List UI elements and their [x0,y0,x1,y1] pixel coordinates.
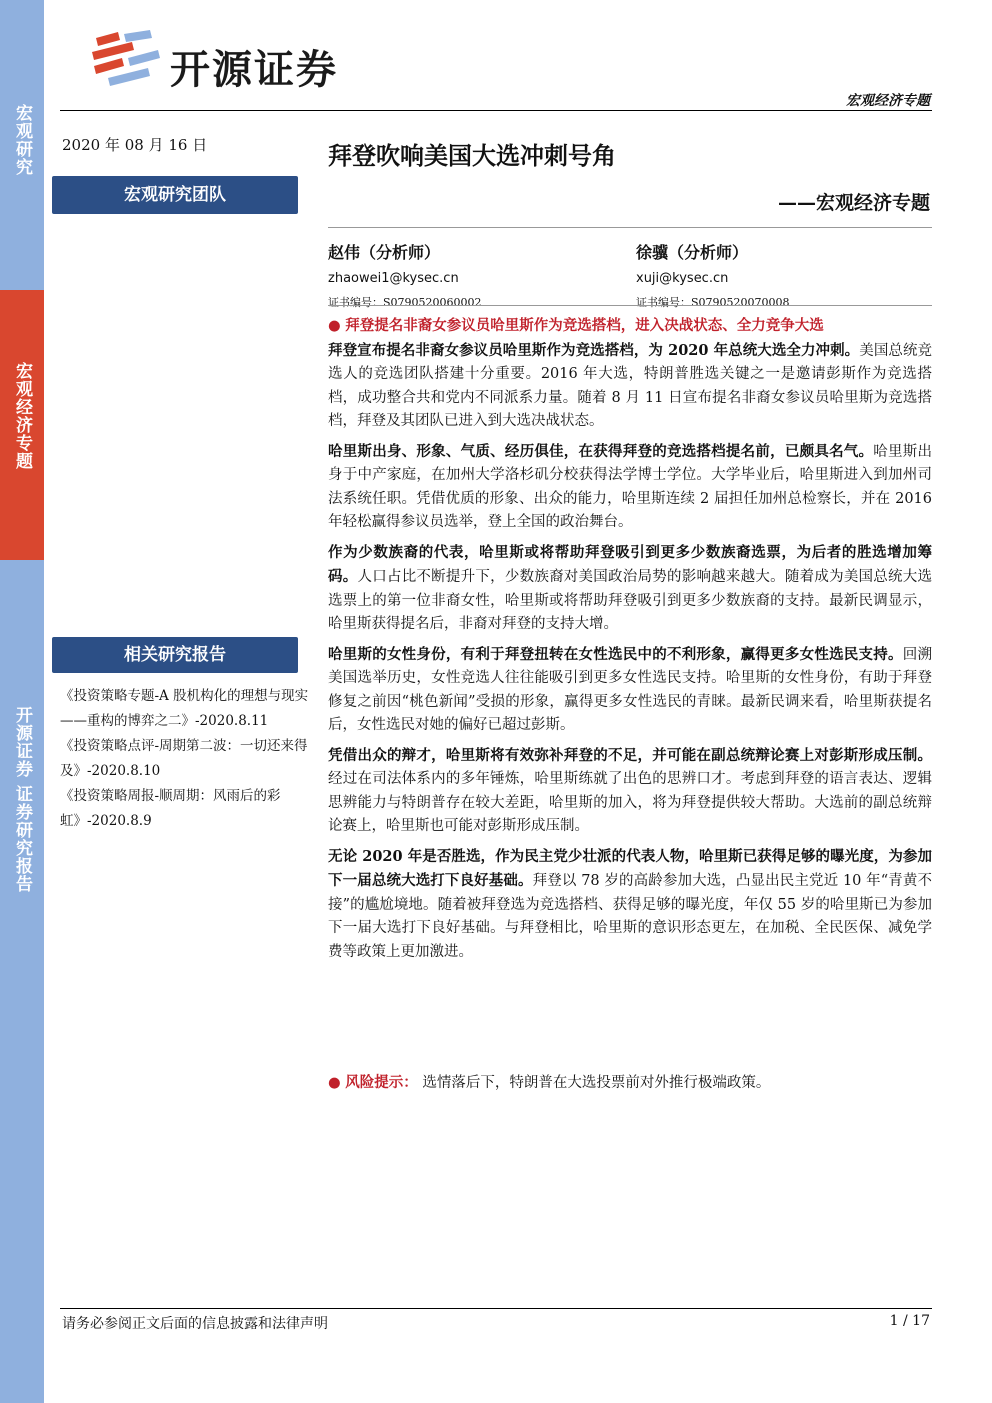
page-number: 1 / 17 [889,1313,930,1329]
analyst-card [636,240,790,310]
analyst-cert: 证书编号：S0790520070008 [636,296,790,309]
header-category: 宏观经济专题 [846,93,930,109]
analyst-email[interactable]: zhaowei1@kysec.cn [328,271,459,286]
paragraph-text: 人口占比不断提升下，少数族裔对美国政治局势的影响越来越大。随着成为美国总统大选选票上的第一位非裔女性，哈里斯或将帮助拜登吸引到更多少数族裔的支持。最新民调显示，哈里斯获得提名后，非裔对拜登的支持大增。 [328,569,933,632]
logo-text: 开源证券 [170,47,338,93]
summary-headline [328,314,932,339]
paragraph-text: 美国总统竞选人的竞选团队搭建十分重要。2016 年大选，特朗普胜选关键之一是邀请彭斯作为竞选搭档，成功整合共和党内不同派系力量。随着 8 月 11 日宣布提名非裔女参议员哈里斯为竞选搭档，拜登及其团队已进入到大选决战状态。 [328,342,933,429]
paragraph-text: 经过在司法体系内的多年锤炼，哈里斯练就了出色的思辨口才。考虑到拜登的语言表达、逻辑思辨能力与特朗普存在较大差距，哈里斯的加入，将为拜登提供较大帮助。大选前的副总统辩论赛上，哈里斯也可能对彭斯形成压制。 [328,771,932,834]
analyst-divider [328,305,932,306]
paragraph-lead: 哈里斯的女性身份，有利于拜登扭转在女性选民中的不利形象，赢得更多女性选民支持。 [328,645,903,663]
analyst-name: 徐骥（分析师） [636,243,749,262]
risk-text: 选情落后下，特朗普在大选投票前对外推行极端政策。 [422,1075,771,1091]
logo-mark-icon [88,30,164,86]
summary-paragraph [328,440,932,535]
sidebar-label-bottom: 开源证券 证券研究报告 [12,706,32,893]
paragraph-lead: 哈里斯出身、形象、气质、经历俱佳，在获得拜登的竞选搭档提名前，已颇具名气。 [328,442,874,460]
sidebar-label-top: 宏观研究 [12,104,32,176]
report-summary [328,314,932,970]
related-report-item[interactable]: 《投资策略点评-周期第二波：一切还来得及》-2020.8.10 [60,738,308,779]
footer-disclaimer: 请务必参阅正文后面的信息披露和法律声明 [62,1316,328,1332]
page-title: 拜登吹响美国大选冲刺号角 [328,141,616,170]
header-divider [60,110,932,111]
analyst-card [328,240,482,310]
risk-label: 风险提示： [345,1074,418,1091]
summary-paragraph [328,845,932,965]
summary-paragraph [328,643,932,738]
related-reports-list [60,684,312,834]
bullet-icon: ● [328,318,341,334]
analyst-email[interactable]: xuji@kysec.cn [636,271,729,286]
paragraph-text: 回溯美国选举历史，女性竞选人往往能吸引到更多女性选民支持。哈里斯的女性身份，有助于拜登修复之前因“桃色新闻”受损的形象，赢得更多女性选民的青睐。最新民调来看，哈里斯获提名后，女性选民对她的偏好已超过彭斯。 [328,646,933,733]
paragraph-lead: 拜登宣布提名非裔女参议员哈里斯作为竞选搭档，为 2020 年总统大选全力冲刺。 [328,341,860,359]
paragraph-text: 哈里斯出身于中产家庭，在加州大学洛杉矶分校获得法学博士学位。大学毕业后，哈里斯进入到加州司法系统任职。凭借优质的形象、出众的能力，哈里斯连续 2 届担任加州总检察长，并在 2016 年轻松赢得参议员选举，登上全国的政治舞台。 [328,443,933,530]
paragraph-lead: 无论 2020 年是否胜选，作为民主党少壮派的代表人物，哈里斯已获得足够的曝光度，为参加下一届总统大选打下良好基础。 [328,847,932,889]
paragraph-lead: 凭借出众的辩才，哈里斯将有效弥补拜登的不足，并可能在副总统辩论赛上对彭斯形成压制。 [328,746,932,764]
left-sidebar [0,0,44,1403]
report-date: 2020 年 08 月 16 日 [62,136,208,154]
summary-paragraph [328,744,932,839]
bullet-icon: ● [328,1075,341,1091]
company-logo [88,30,388,93]
paragraph-text: 拜登以 78 岁的高龄参加大选，凸显出民主党近 10 年“青黄不接”的尴尬境地。随着被拜登选为竞选搭档、获得足够的曝光度，年仅 55 岁的哈里斯已为参加下一届大选打下良好基础。与拜登相比，哈里斯的意识形态更左，在加税、全民医保、减免学费等政策上更加激进。 [328,873,933,960]
summary-paragraph [328,339,932,434]
page-subtitle: ——宏观经济专题 [777,192,930,214]
risk-note [328,1071,932,1096]
related-report-item[interactable]: 《投资策略周报-顺周期：风雨后的彩虹》-2020.8.9 [60,788,281,829]
sidebar-segment-bottom [0,560,44,1403]
related-reports-header: 相关研究报告 [52,637,298,673]
paragraph-lead: 作为少数族裔的代表，哈里斯或将帮助拜登吸引到更多少数族裔选票，为后者的胜选增加筹码。 [328,543,932,585]
headline-text: 拜登提名非裔女参议员哈里斯作为竞选搭档，进入决战状态、全力竞争大选 [345,317,824,334]
team-label-box: 宏观研究团队 [52,176,298,214]
summary-paragraph [328,541,932,637]
title-divider [328,227,932,228]
analyst-cert: 证书编号：S0790520060002 [328,296,482,309]
related-report-item[interactable]: 《投资策略专题-A 股机构化的理想与现实——重构的博弈之二》-2020.8.11 [60,688,309,729]
sidebar-label-middle: 宏观经济专题 [12,362,32,470]
footer-divider [60,1308,932,1309]
analyst-name: 赵伟（分析师） [328,243,441,262]
